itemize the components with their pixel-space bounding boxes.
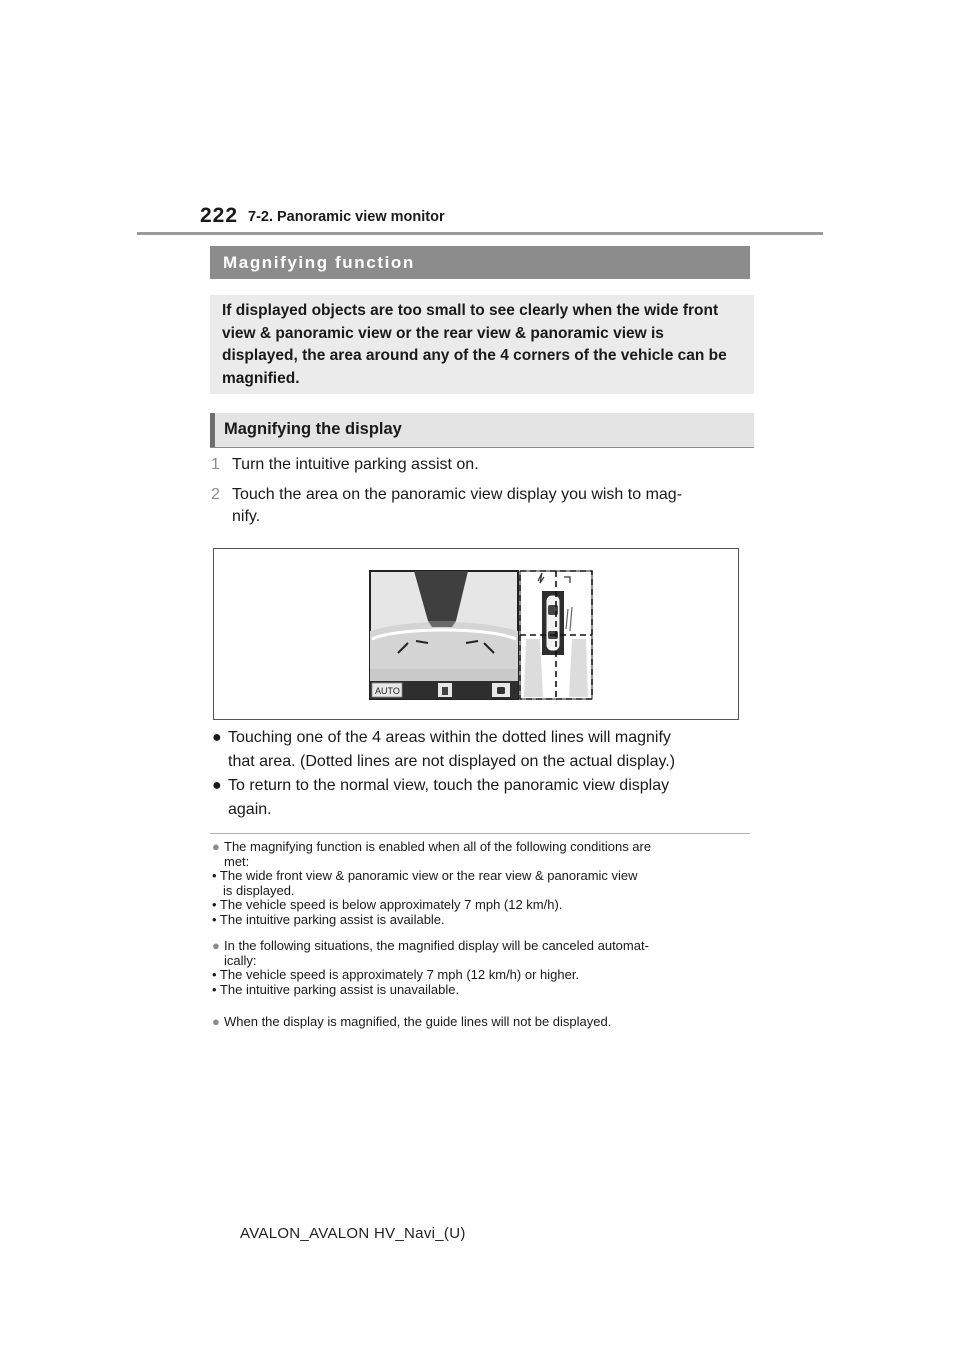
bullet-icon: ● [212, 729, 222, 746]
front-camera-view [370, 571, 518, 699]
bullet-text-continued: that area. (Dotted lines are not displayed on the actual display.) [228, 753, 676, 770]
subheading: Magnifying the display [210, 413, 754, 447]
note-bullet-icon: ● [212, 839, 220, 854]
subheading-divider [210, 447, 754, 448]
note-item [212, 840, 752, 927]
note-text-continued: ically: [224, 952, 257, 968]
bullet-item [212, 774, 752, 822]
auto-label: AUTO [375, 686, 400, 696]
note-sub-item: • The vehicle speed is below approximately 7 mph (12 km/h). [212, 897, 563, 912]
note-sub-item: • The intuitive parking assist is available. [212, 911, 445, 927]
note-bullet-icon: ● [212, 1014, 220, 1029]
step-number: 2 [211, 486, 220, 503]
note-text: In the following situations, the magnified display will be canceled automat- [224, 938, 649, 953]
page-number: 222 [200, 204, 239, 227]
note-sub-text-continued: is displayed. [223, 882, 295, 898]
step-text-continued: nify. [232, 508, 261, 525]
bullet-text-continued: again. [228, 801, 272, 818]
intro-text: If displayed objects are too small to see clearly when the wide front view & panoramic view or the rear view & panoramic view is displayed, the area around any of the 4 corners of the vehicle can be magnified. [222, 302, 727, 387]
step-number: 1 [211, 456, 220, 473]
note-text-continued: met: [224, 853, 250, 869]
note-item [212, 1015, 752, 1030]
note-text: The magnifying function is enabled when all of the following conditions are [224, 839, 652, 854]
note-sub-item: • The intuitive parking assist is unavailable. [212, 981, 460, 997]
section-heading: 7-2. Panoramic view monitor [248, 209, 445, 225]
note-sub-text: • The wide front view & panoramic view or the rear view & panoramic view [212, 868, 638, 883]
note-bullet-icon: ● [212, 938, 220, 953]
bullet-text: To return to the normal view, touch the panoramic view display [228, 777, 670, 794]
bullet-item [212, 726, 752, 774]
step-1 [211, 454, 479, 476]
panoramic-display-illustration [368, 569, 594, 702]
page-title: Magnifying function [210, 246, 750, 279]
note-sub-item: • The vehicle speed is approximately 7 mph (12 km/h) or higher. [212, 967, 580, 982]
intro-box [210, 295, 754, 394]
bottom-button-bar [370, 681, 518, 699]
note-item [212, 939, 752, 997]
bullet-icon: ● [212, 777, 222, 794]
note-sub-item [212, 869, 752, 898]
bullet-text: Touching one of the 4 areas within the dotted lines will magnify [228, 729, 671, 746]
step-text: Touch the area on the panoramic view display you wish to mag- [232, 486, 683, 503]
note-text: When the display is magnified, the guide lines will not be displayed. [224, 1014, 612, 1029]
step-text: Turn the intuitive parking assist on. [232, 456, 479, 473]
page-footer: AVALON_AVALON HV_Navi_(U) [240, 1225, 466, 1242]
step-2 [211, 484, 741, 528]
header-divider [137, 232, 823, 235]
notes-divider [210, 833, 750, 834]
